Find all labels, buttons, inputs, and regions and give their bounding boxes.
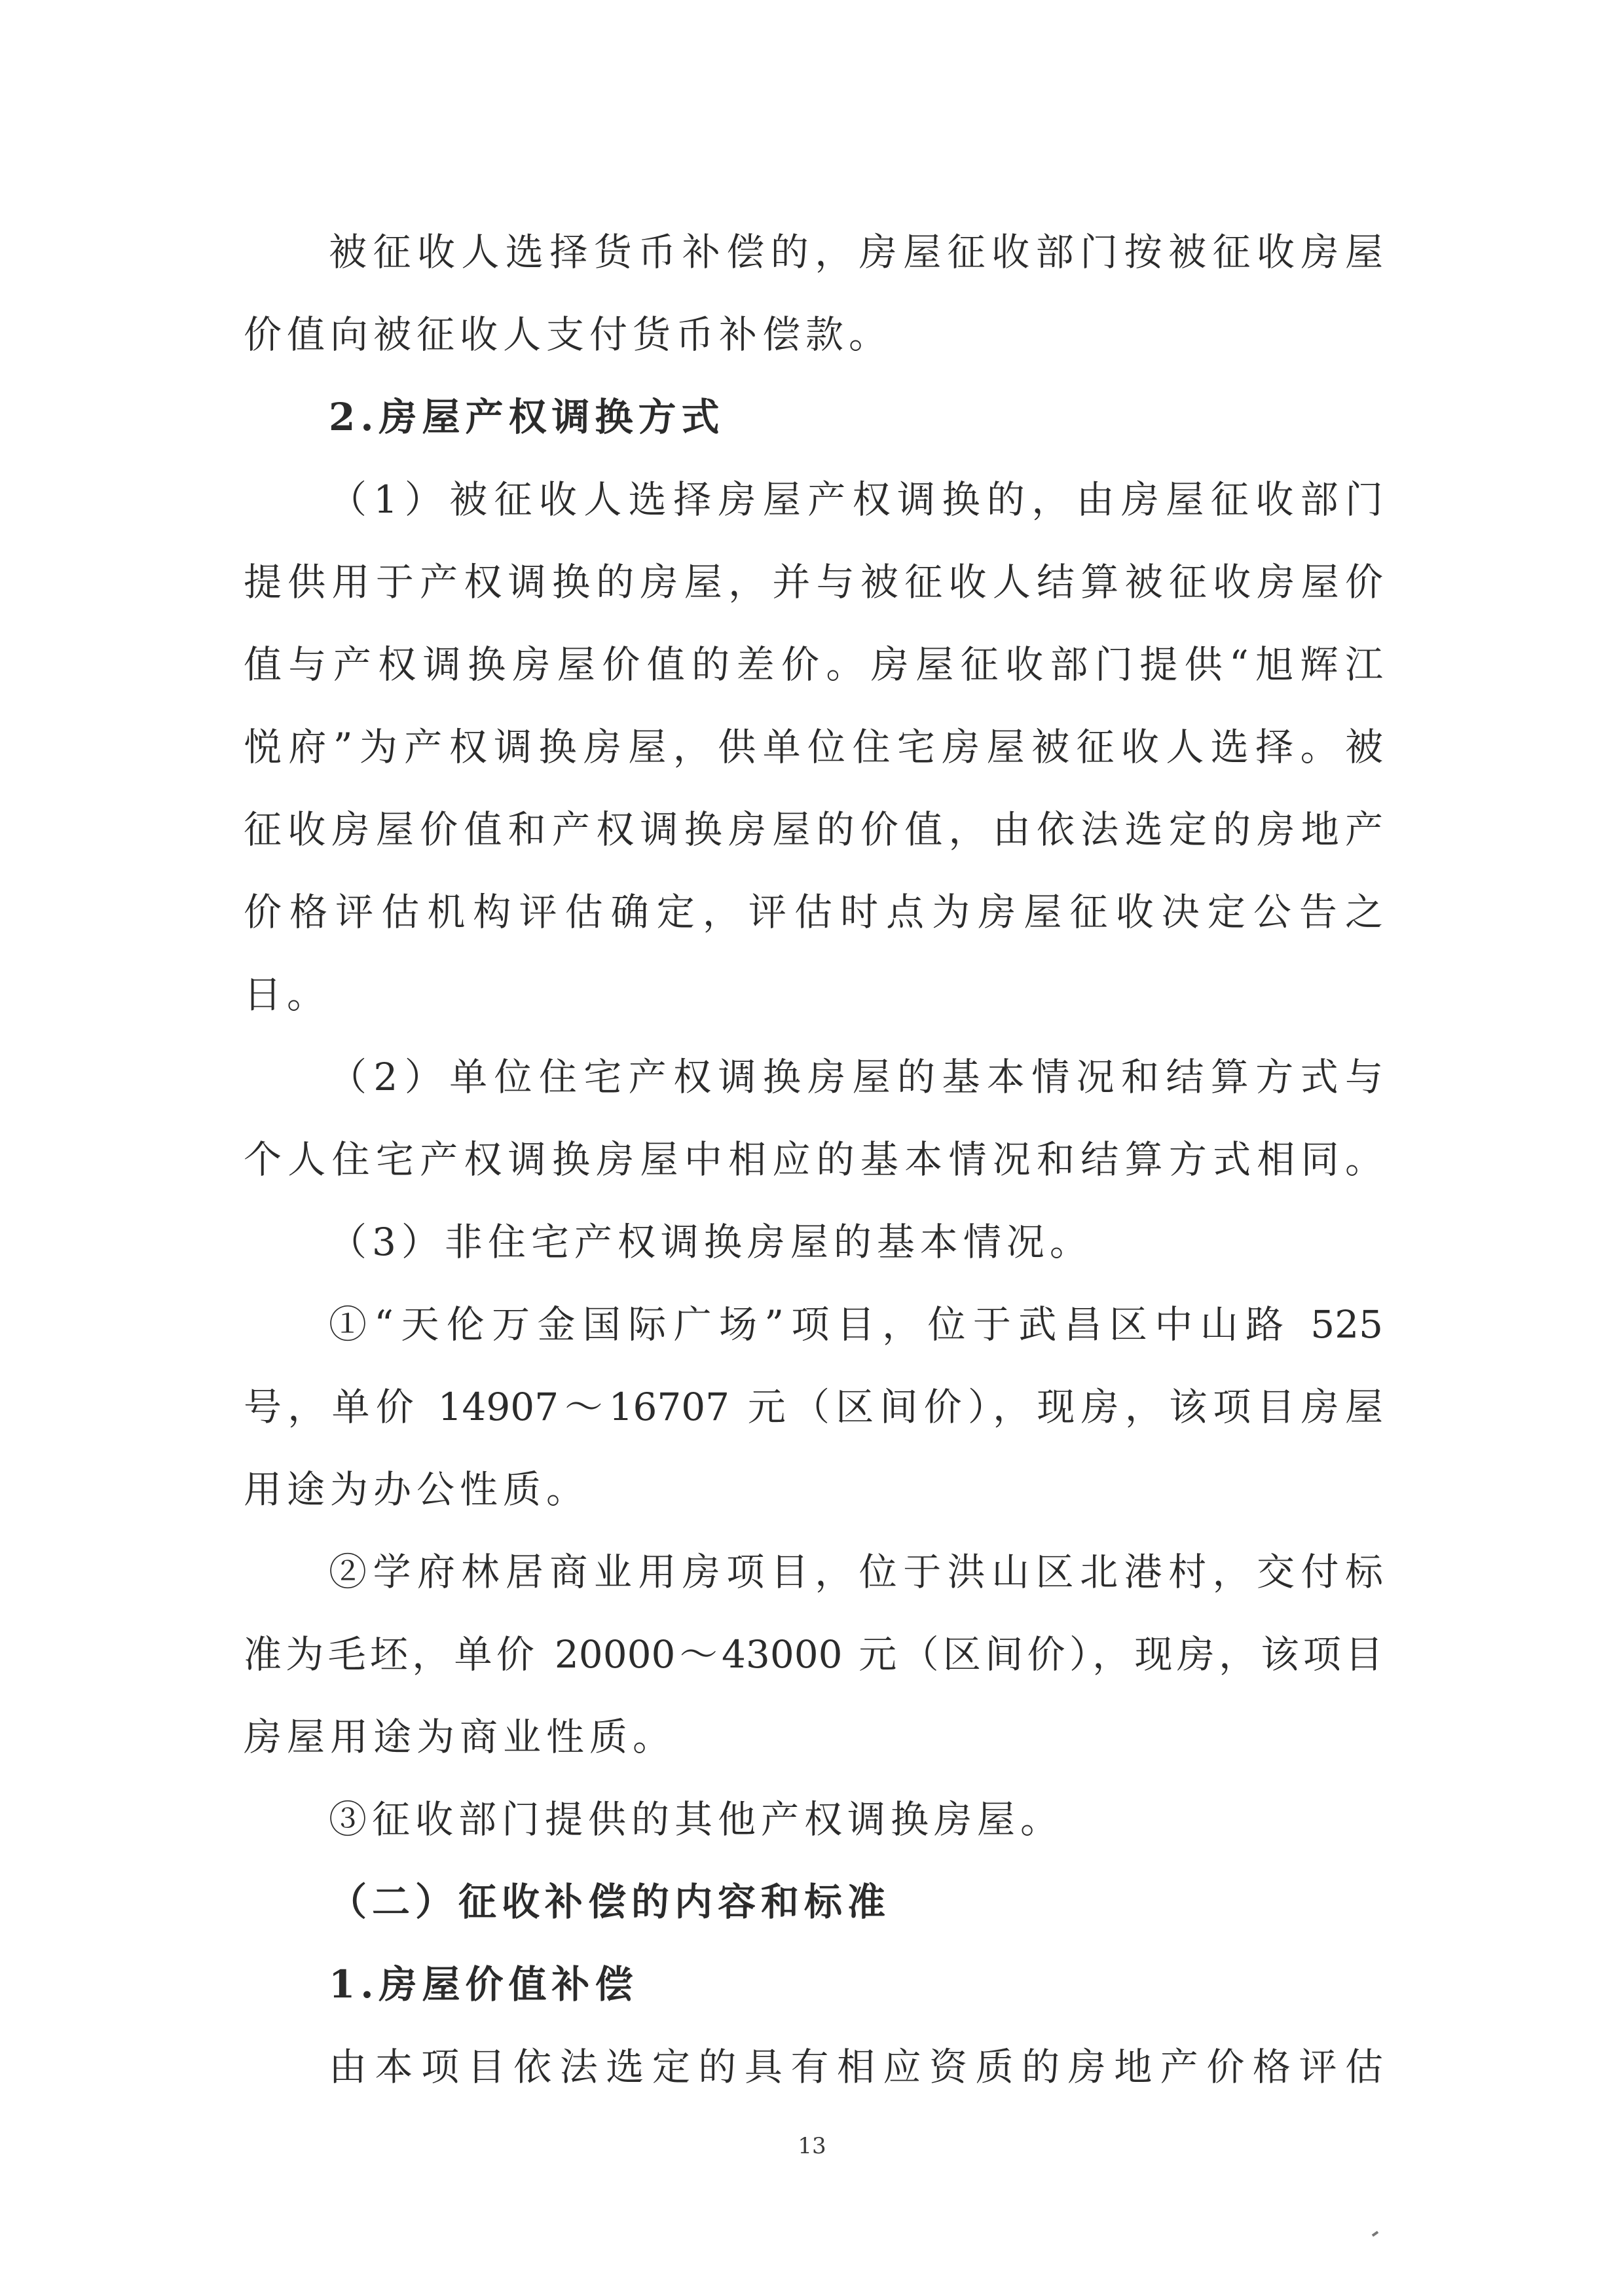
paragraph-line: 准为毛坯，单价 20000～43000 元（区间价），现房，该项目 [244,1632,1383,1677]
paragraph-line: ②学府林居商业用房项目，位于洪山区北港村，交付标 [329,1550,1383,1594]
section-heading: （二）征收补偿的内容和标准 [329,1880,891,1924]
paragraph-line: 悦府”为产权调换房屋，供单位住宅房屋被征收人选择。被 [244,725,1383,769]
paragraph-line: 号，单价 14907～16707 元（区间价），现房，该项目房屋 [244,1385,1383,1429]
paragraph-line: 价值向被征收人支付货币补偿款。 [244,312,893,357]
body-text [244,211,1383,2108]
scan-speck [1372,2231,1378,2236]
section-heading: 2.房屋产权调换方式 [329,395,725,439]
paragraph-line: ①“天伦万金国际广场”项目，位于武昌区中山路 525 [329,1302,1383,1347]
paragraph-line: 价格评估机构评估确定，评估时点为房屋征收决定公告之 [244,890,1383,934]
paragraph-line: 提供用于产权调换的房屋，并与被征收人结算被征收房屋价 [244,560,1383,604]
paragraph-line: 个人住宅产权调换房屋中相应的基本情况和结算方式相同。 [244,1137,1383,1182]
paragraph-line: 值与产权调换房屋价值的差价。房屋征收部门提供“旭辉江 [244,642,1383,687]
paragraph-line: 被征收人选择货币补偿的，房屋征收部门按被征收房屋 [329,230,1383,274]
paragraph-line: （3）非住宅产权调换房屋的基本情况。 [329,1220,1093,1264]
paragraph-line: 用途为办公性质。 [244,1467,590,1512]
paragraph-line: 由本项目依法选定的具有相应资质的房地产价格评估 [329,2045,1383,2089]
paragraph-line: 征收房屋价值和产权调换房屋的价值，由依法选定的房地产 [244,807,1383,852]
paragraph-line: 房屋用途为商业性质。 [244,1715,676,1759]
subsection-heading: 1.房屋价值补偿 [329,1962,638,2007]
paragraph-line: 日。 [244,972,331,1017]
paragraph-line: ③征收部门提供的其他产权调换房屋。 [329,1797,1064,1842]
page-number: 13 [798,2133,826,2159]
paragraph-line: （2）单位住宅产权调换房屋的基本情况和结算方式与 [329,1055,1383,1099]
paragraph-line: （1）被征收人选择房屋产权调换的，由房屋征收部门 [329,477,1383,522]
